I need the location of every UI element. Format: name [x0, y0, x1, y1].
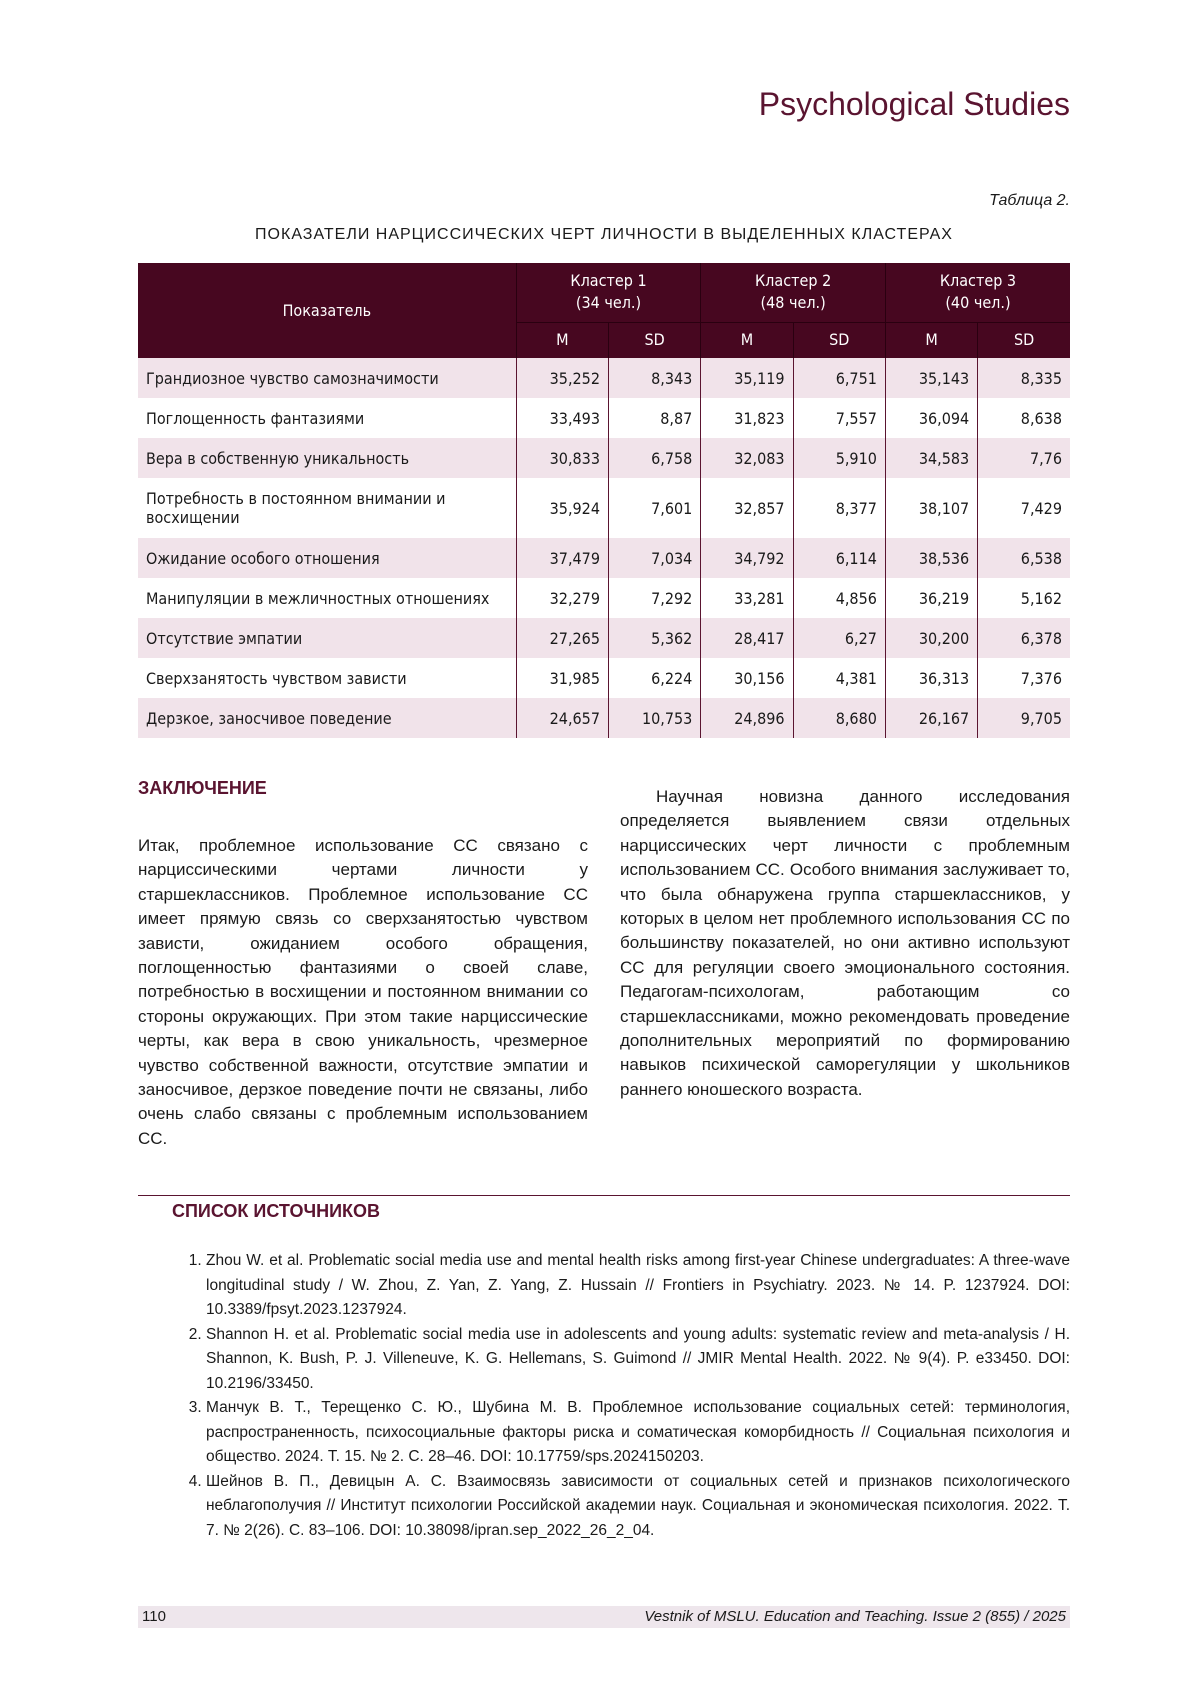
mean-cell: 33,493	[516, 398, 608, 438]
sd-cell: 7,292	[609, 578, 701, 618]
sd-cell: 6,224	[609, 658, 701, 698]
sd-cell: 4,381	[793, 658, 885, 698]
cluster-2-header: Кластер 2 (48 чел.)	[701, 263, 886, 322]
mean-cell: 30,200	[885, 618, 977, 658]
table-row	[138, 358, 1070, 398]
mean-cell: 24,896	[701, 698, 793, 738]
table-row	[138, 438, 1070, 478]
table-title: ПОКАЗАТЕЛИ НАРЦИССИЧЕСКИХ ЧЕРТ ЛИЧНОСТИ В ВЫДЕЛЕННЫХ КЛАСТЕРАХ	[138, 226, 1070, 244]
sd-header: SD	[978, 322, 1070, 358]
sd-header: SD	[609, 322, 701, 358]
row-label: Ожидание особого отношения	[138, 538, 516, 578]
narcissism-table	[138, 263, 1070, 738]
journal-section-title: Psychological Studies	[759, 86, 1070, 123]
sd-cell: 4,856	[793, 578, 885, 618]
mean-cell: 28,417	[701, 618, 793, 658]
sd-cell: 5,162	[978, 578, 1070, 618]
sd-cell: 8,638	[978, 398, 1070, 438]
conclusion-heading: ЗАКЛЮЧЕНИЕ	[138, 778, 267, 799]
mean-cell: 34,583	[885, 438, 977, 478]
sd-cell: 7,601	[609, 478, 701, 538]
sd-cell: 10,753	[609, 698, 701, 738]
sd-cell: 6,751	[793, 358, 885, 398]
table-row	[138, 398, 1070, 438]
sd-cell: 5,910	[793, 438, 885, 478]
row-label: Вера в собственную уникальность	[138, 438, 516, 478]
sd-header: SD	[793, 322, 885, 358]
mean-cell: 27,265	[516, 618, 608, 658]
m-header: M	[516, 322, 608, 358]
sd-cell: 8,335	[978, 358, 1070, 398]
mean-cell: 35,924	[516, 478, 608, 538]
table-row	[138, 658, 1070, 698]
row-label: Манипуляции в межличностных отношениях	[138, 578, 516, 618]
mean-cell: 26,167	[885, 698, 977, 738]
cluster-1-header: Кластер 1 (34 чел.)	[516, 263, 701, 322]
sd-cell: 5,362	[609, 618, 701, 658]
divider	[138, 1195, 1070, 1196]
row-label: Потребность в постоянном внимании и восхищении	[138, 478, 516, 538]
sd-cell: 9,705	[978, 698, 1070, 738]
mean-cell: 31,985	[516, 658, 608, 698]
mean-cell: 36,094	[885, 398, 977, 438]
mean-cell: 32,857	[701, 478, 793, 538]
sd-cell: 6,758	[609, 438, 701, 478]
sd-cell: 6,27	[793, 618, 885, 658]
page-number: 110	[142, 1606, 166, 1628]
sd-cell: 6,378	[978, 618, 1070, 658]
mean-cell: 30,833	[516, 438, 608, 478]
row-label: Поглощенность фантазиями	[138, 398, 516, 438]
mean-cell: 37,479	[516, 538, 608, 578]
mean-cell: 24,657	[516, 698, 608, 738]
sd-cell: 7,557	[793, 398, 885, 438]
table-row	[138, 538, 1070, 578]
references-heading: СПИСОК ИСТОЧНИКОВ	[172, 1201, 380, 1222]
mean-cell: 35,252	[516, 358, 608, 398]
mean-cell: 30,156	[701, 658, 793, 698]
mean-cell: 38,536	[885, 538, 977, 578]
table-row	[138, 478, 1070, 538]
conclusion-left-column: Итак, проблемное использование СС связано с нарциссическими чертами личности у старшеклассников. Проблемное использование СС имеет прямую связь со сверхзанятостью чувством зависти, ожиданием особого обращения, поглощенностью фантазиями о своей славе, потребностью в восхищении и постоянном внимании со стороны окружающих. При этом такие нарциссические черты, как вера в свою уникальность, чрезмерное чувство собственной важности, отсутствие эмпатии и заносчивое, дерзкое поведение почти не связаны, либо очень слабо связаны с проблемным использованием СС.	[138, 834, 588, 1151]
row-label: Отсутствие эмпатии	[138, 618, 516, 658]
table-caption: Таблица 2.	[989, 192, 1070, 210]
mean-cell: 36,313	[885, 658, 977, 698]
mean-cell: 35,119	[701, 358, 793, 398]
sd-cell: 7,034	[609, 538, 701, 578]
sd-cell: 7,376	[978, 658, 1070, 698]
sd-cell: 6,114	[793, 538, 885, 578]
m-header: M	[701, 322, 793, 358]
col-header-indicator: Показатель	[138, 263, 516, 358]
mean-cell: 33,281	[701, 578, 793, 618]
reference-item: 4. Шейнов В. П., Девицын А. С. Взаимосвязь зависимости от социальных сетей и признаков психологического неблагополучия // Институт психологии Российской академии наук. Социальная и экономическая психология. 2022. Т. 7. № 2(26). С. 83–106. DOI: 10.38098/ipran.sep_2022_26_2_04.	[206, 1470, 1070, 1544]
table-row	[138, 698, 1070, 738]
reference-item: 3. Манчук В. Т., Терещенко С. Ю., Шубина М. В. Проблемное использование социальных сетей: терминология, распространенность, психосоциальные факторы риска и соматическая коморбидность // Социальная психология и общество. 2024. Т. 15. № 2. С. 28–46. DOI: 10.17759/sps.2024150203.	[206, 1396, 1070, 1470]
conclusion-right-column: Научная новизна данного исследования определяется выявлением связи отдельных нарциссических черт личности с проблемным использованием СС. Особого внимания заслуживает то, что была обнаружена группа старшеклассников, у которых в целом нет проблемного использования СС по большинству показателей, но они активно используют СС для регуляции своего эмоционального состояния. Педагогам-психологам, работающим со старшеклассниками, можно рекомендовать проведение дополнительных мероприятий по формированию навыков психической саморегуляции у школьников раннего юношеского возраста.	[620, 785, 1070, 1102]
reference-item: 2. Shannon H. et al. Problematic social media use in adolescents and young adults: systematic review and meta-analysis / H. Shannon, K. Bush, P. J. Villeneuve, K. G. Hellemans, S. Guimond // JMIR Mental Health. 2022. № 9(4). P. e33450. DOI: 10.2196/33450.	[206, 1323, 1070, 1397]
m-header: M	[885, 322, 977, 358]
sd-cell: 6,538	[978, 538, 1070, 578]
sd-cell: 8,680	[793, 698, 885, 738]
mean-cell: 32,083	[701, 438, 793, 478]
mean-cell: 31,823	[701, 398, 793, 438]
row-label: Дерзкое, заносчивое поведение	[138, 698, 516, 738]
mean-cell: 36,219	[885, 578, 977, 618]
sd-cell: 8,377	[793, 478, 885, 538]
mean-cell: 34,792	[701, 538, 793, 578]
page-footer	[138, 1606, 1070, 1628]
sd-cell: 7,76	[978, 438, 1070, 478]
sd-cell: 8,343	[609, 358, 701, 398]
references-list	[178, 1249, 1070, 1543]
row-label: Сверхзанятость чувством зависти	[138, 658, 516, 698]
cluster-3-header: Кластер 3 (40 чел.)	[885, 263, 1070, 322]
table-row	[138, 578, 1070, 618]
mean-cell: 32,279	[516, 578, 608, 618]
journal-issue: Vestnik of MSLU. Education and Teaching. Issue 2 (855) / 2025	[644, 1606, 1066, 1628]
mean-cell: 35,143	[885, 358, 977, 398]
mean-cell: 38,107	[885, 478, 977, 538]
table-row	[138, 618, 1070, 658]
sd-cell: 8,87	[609, 398, 701, 438]
row-label: Грандиозное чувство самозначимости	[138, 358, 516, 398]
sd-cell: 7,429	[978, 478, 1070, 538]
reference-item: 1. Zhou W. et al. Problematic social media use and mental health risks among first-year Chinese undergraduates: A three-wave longitudinal study / W. Zhou, Z. Yan, Z. Yang, Z. Hussain // Frontiers in Psychiatry. 2023. № 14. P. 1237924. DOI: 10.3389/fpsyt.2023.1237924.	[206, 1249, 1070, 1323]
